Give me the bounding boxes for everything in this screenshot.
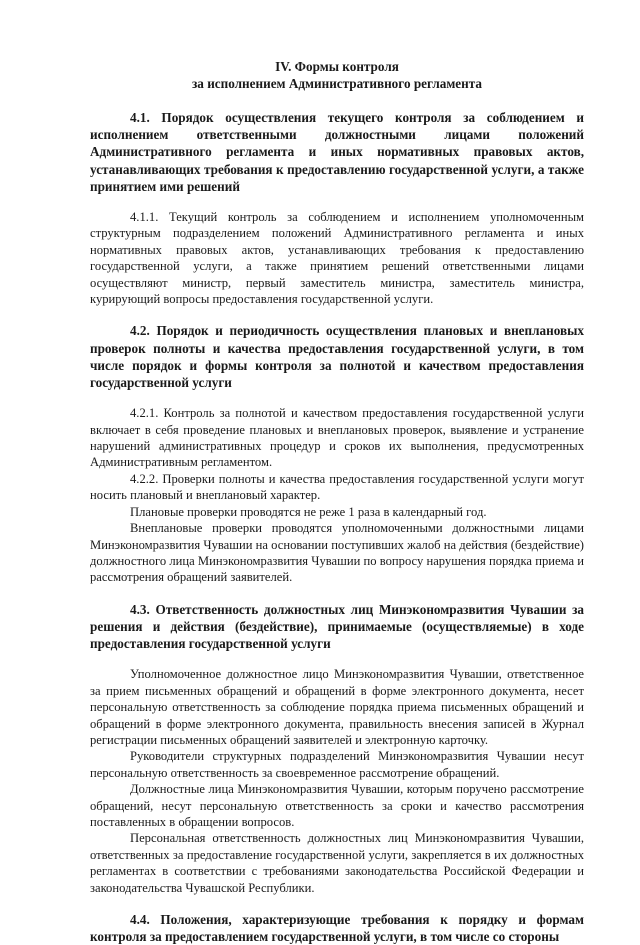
paragraph: Уполномоченное должностное лицо Минэкономразвития Чувашии, ответственное за прием письменных обращений и обращений в форме электронного документа, несет персональную ответственность за соблюдение порядка приема письменных обращений и обращений в форме электронного документа, правильность внесения записей в Журнал регистрации письменных обращений заявителей и электронную карточку. [90,667,584,747]
paragraph: Внеплановые проверки проводятся уполномоченными должностными лицами Минэкономразвития Чувашии на основании поступивших жалоб на действия (бездействие) должностного лица Минэкономразвития Чувашии по вопросу нарушения порядка приема и рассмотрения обращений заявителей. [90,521,584,585]
paragraph: 4.1.1. Текущий контроль за соблюдением и исполнением уполномоченным структурным подразделением положений Административного регламента и иных нормативных правовых актов, устанавливающих требования к предоставлению государственной услуги, а также принятием решений ответственными лицами осуществляют министр, первый заместитель министра, заместитель министра, курирующий вопросы предоставления государственной услуги. [90,210,584,307]
section-body-4-3 [90,666,584,896]
section-body-4-1 [90,209,584,307]
title-line-1: IV. Формы контроля [275,59,399,74]
section-heading-4-1: 4.1. Порядок осуществления текущего контроля за соблюдением и исполнением ответственными должностными лицами положений Административного регламента и иных нормативных правовых актов, устанавливающих требования к предоставлению государственной услуги, а также принятием ими решений [90,110,584,194]
section-heading-4-3: 4.3. Ответственность должностных лиц Минэкономразвития Чувашии за решения и действия (бездействие), принимаемые (осуществляемые) в ходе предоставления государственной услуги [90,601,584,652]
paragraph: Персональная ответственность должностных лиц Минэкономразвития Чувашии, ответственных за предоставление государственной услуги, закрепляется в их должностных регламентах в соответствии с требованиями законодательства Российской Федерации и законодательства Чувашской Республики. [90,831,584,895]
paragraph: 4.2.2. Проверки полноты и качества предоставления государственной услуги могут носить плановый и внеплановый характер. [90,471,584,503]
paragraph: Руководители структурных подразделений Минэкономразвития Чувашии несут персональную ответственность за своевременное рассмотрение обращений. [90,749,584,780]
paragraph: Должностные лица Минэкономразвития Чувашии, которым поручено рассмотрение обращений, несут персональную ответственность за сроки и качество рассмотрения поставленных в обращении вопросов. [90,782,584,829]
paragraph: 4.2.1. Контроль за полнотой и качеством предоставления государственной услуги включает в себя проведение плановых и внеплановых проверок, выявление и устранение нарушений административных процедур и сроков их выполнения, предусмотренных Административным регламентом. [90,406,584,470]
paragraph: Плановые проверки проводятся не реже 1 раза в календарный год. [130,504,487,519]
section-heading-4-4: 4.4. Положения, характеризующие требования к порядку и формам контроля за предоставлением государственной услуги, в том числе со стороны [90,912,584,945]
section-body-4-2 [90,405,584,585]
page-title [90,58,584,92]
title-line-2: за исполнением Административного регламента [192,76,482,91]
section-heading-4-2: 4.2. Порядок и периодичность осуществления плановых и внеплановых проверок полноты и качества предоставления государственной услуги, в том числе порядок и формы контроля за полнотой и качеством предоставления государственной услуги [90,323,584,391]
